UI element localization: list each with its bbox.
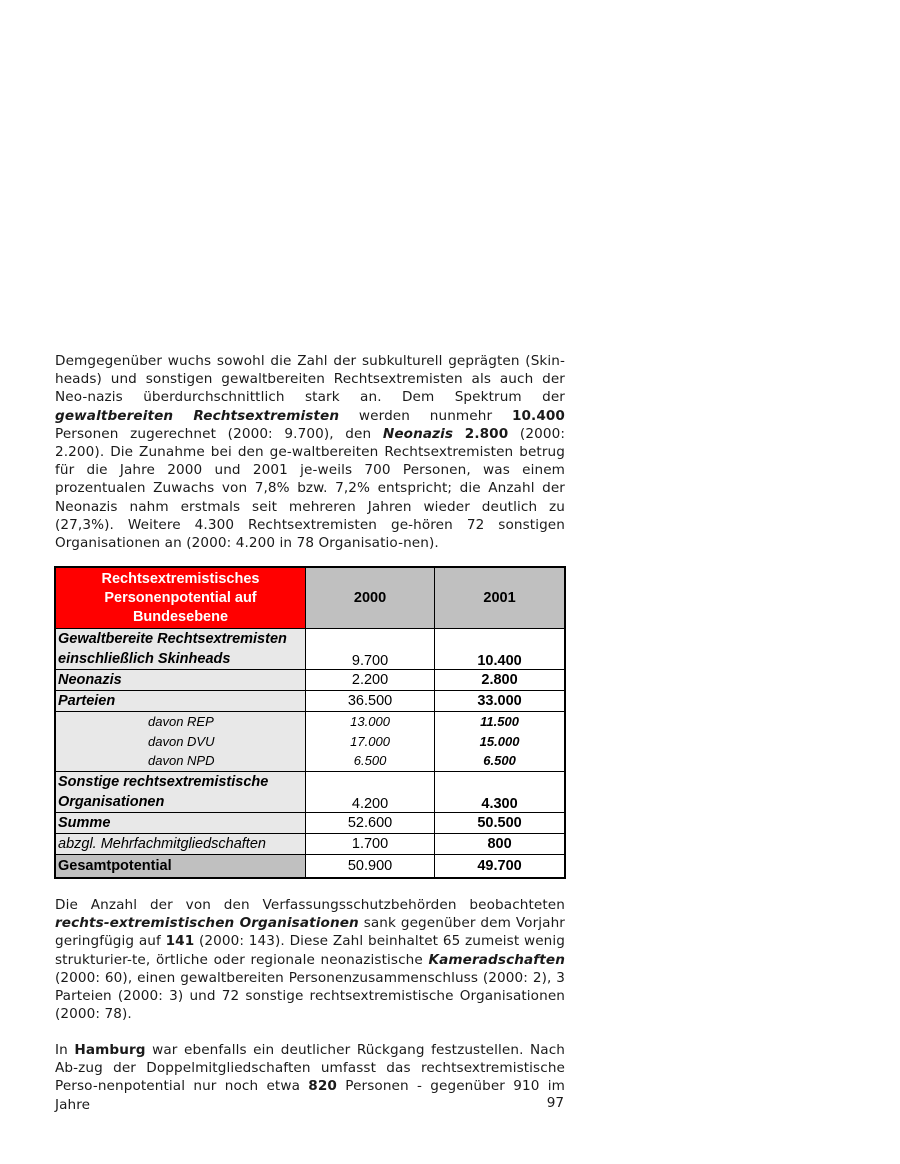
- table-row: [55, 670, 565, 691]
- row-label: davon REP: [148, 714, 214, 729]
- table-row-total: [55, 854, 565, 878]
- table-row: [55, 812, 565, 833]
- value-2001: 11.500: [480, 714, 519, 729]
- value-2000: 52.600: [306, 812, 435, 833]
- row-label: Summe: [55, 812, 306, 833]
- value-2001: 50.500: [435, 812, 565, 833]
- row-label: Gesamtpotential: [55, 854, 306, 878]
- row-label: Sonstige rechtsextremistische Organisationen: [55, 771, 306, 812]
- term-kameradschaften: Kameradschaften: [428, 951, 565, 968]
- value-2001: 800: [435, 833, 565, 854]
- table-row-subparties: [55, 712, 565, 772]
- column-header-2000: 2000: [306, 567, 435, 629]
- value-2000: 4.200: [306, 771, 435, 812]
- value-2000: 13.000: [350, 714, 390, 729]
- number-141: 141: [165, 933, 195, 950]
- page-number: 97: [546, 1095, 564, 1111]
- table-row: [55, 629, 565, 670]
- subparty-values-2000: [306, 712, 435, 772]
- term-neonazis: Neonazis: [382, 425, 454, 442]
- paragraph-organisationen: Die Anzahl der von den Verfassungsschutzbehörden beobachteten rechts-extremistischen Organisationen sank gegenüber dem Vorjahr geringfügig auf 141 (2000: 143). Diese Zahl beinhaltet 65 zumeist wenig strukturier-te, örtliche oder regionale neonazistische Kameradschaften (2000: 60), einen gewaltbereiten Personenzusammenschluss (2000: 2), 3 Parteien (2000: 3) und 72 sonstige rechtsextremistische Organisationen (2000: 78).: [55, 897, 565, 1023]
- paragraph-hamburg: In Hamburg war ebenfalls ein deutlicher Rückgang festzustellen. Nach Ab-zug der Doppelmitgliedschaften umfasst das rechtsextremistische Perso-nenpotential nur noch etwa 820 Personen - gegenüber 910 im Jahre: [55, 1042, 566, 1113]
- row-label: Gewaltbereite Rechtsextremisten einschließlich Skinheads: [55, 629, 306, 670]
- number-10400: 10.400: [511, 407, 565, 424]
- table-row: [55, 691, 565, 712]
- value-2000: 6.500: [353, 753, 387, 768]
- value-2000: 2.200: [306, 670, 435, 691]
- term-hamburg: Hamburg: [74, 1042, 146, 1058]
- row-label: abzgl. Mehrfachmitgliedschaften: [55, 833, 306, 854]
- value-2000: 1.700: [306, 833, 435, 854]
- value-2001: 4.300: [435, 771, 565, 812]
- value-2001: 10.400: [435, 629, 565, 670]
- row-label: Parteien: [55, 691, 306, 712]
- value-2000: 36.500: [306, 691, 435, 712]
- value-2001: 33.000: [435, 691, 565, 712]
- value-2001: 49.700: [435, 854, 565, 878]
- row-label: davon DVU: [148, 733, 215, 749]
- subparty-labels: [55, 712, 306, 772]
- value-2001: 6.500: [483, 753, 516, 768]
- paragraph-gewaltbereite: Demgegenüber wuchs sowohl die Zahl der subkulturell geprägten (Skin-heads) und sonstigen gewaltbereiten Rechtsextremisten als auch der Neo-nazis überdurchschnittlich stark an. Dem Spektrum der gewaltbereiten Rechtsextremisten werden nunmehr 10.400 Personen zugerechnet (2000: 9.700), den Neonazis 2.800 (2000: 2.200). Die Zunahme bei den ge-waltbereiten Rechtsextremisten betrug für die Jahre 2000 und 2001 je-weils 700 Personen, was einem prozentualen Zuwachs von 7,8% bzw. 7,2% entspricht; die Anzahl der Neonazis nahm erstmals seit mehreren Jahren wieder deutlich zu (27,3%). Weitere 4.300 Rechtsextremisten ge-hören 72 sonstigen Organisationen an (2000: 4.200 in 78 Organisatio-nen).: [55, 353, 565, 552]
- table-row: [55, 833, 565, 854]
- value-2000: 17.000: [350, 733, 390, 749]
- row-label: davon NPD: [148, 753, 215, 768]
- term-gewaltbereite-rechtsextremisten: gewaltbereiten Rechtsextremisten: [55, 407, 340, 424]
- value-2000: 9.700: [306, 629, 435, 670]
- number-2800: 2.800: [464, 425, 509, 442]
- row-label: Neonazis: [55, 670, 306, 691]
- table-row: [55, 771, 565, 812]
- table-header-row: [55, 567, 565, 629]
- term-rechtsextremistische-organisationen: rechts-extremistischen Organisationen: [55, 915, 359, 932]
- column-header-2001: 2001: [435, 567, 565, 629]
- number-820: 820: [308, 1078, 337, 1095]
- value-2001: 15.000: [479, 733, 520, 749]
- table-header-label: Rechtsextremistisches Personenpotential auf Bundesebene: [55, 567, 306, 629]
- value-2001: 2.800: [435, 670, 565, 691]
- value-2000: 50.900: [306, 854, 435, 878]
- personenpotential-table: [54, 566, 566, 879]
- subparty-values-2001: [435, 712, 565, 772]
